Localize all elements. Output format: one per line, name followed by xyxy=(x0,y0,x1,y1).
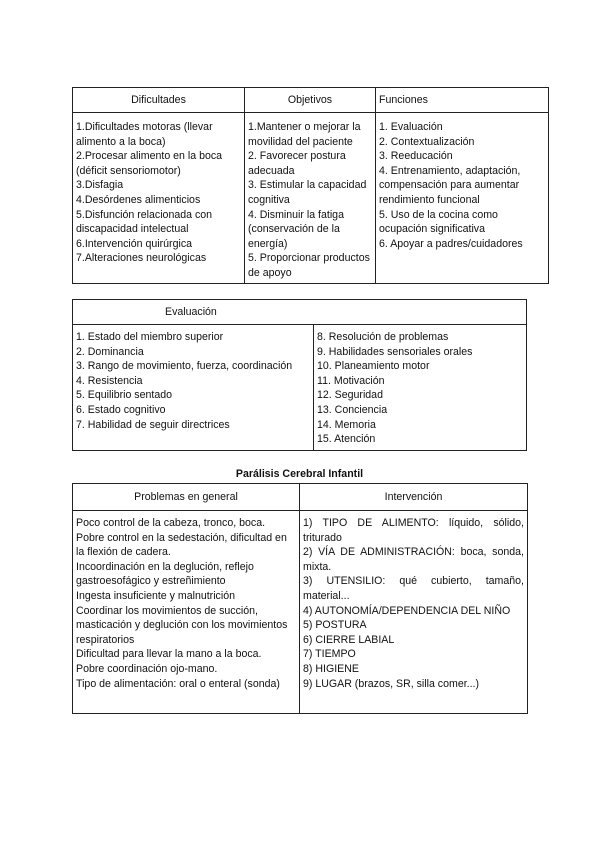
header-objetivos: Objetivos xyxy=(245,88,376,113)
list-item: 15. Atención xyxy=(317,433,376,446)
list-item: 4. Resistencia xyxy=(76,374,143,387)
list-item: 4. Entrenamiento, adaptación, compensación para aumentar rendimiento funcional xyxy=(379,164,521,206)
list-item: 1) TIPO DE ALIMENTO: líquido, sólido, triturado xyxy=(303,517,524,544)
list-item: 4) AUTONOMÍA/DEPENDENCIA DEL NIÑO xyxy=(303,604,511,617)
list-item: 9. Habilidades sensoriales orales xyxy=(317,345,473,358)
list-item: 7.Alteraciones neurológicas xyxy=(76,252,207,265)
evaluation-right-cell xyxy=(314,325,527,451)
list-item: 10. Planeamiento motor xyxy=(317,360,430,373)
list-item: 6. Estado cognitivo xyxy=(76,403,166,416)
list-item: 8. Resolución de problemas xyxy=(317,331,449,343)
list-item: 14. Memoria xyxy=(317,418,376,431)
list-item: 11. Motivación xyxy=(317,374,385,387)
list-item: Tipo de alimentación: oral o enteral (sonda) xyxy=(76,677,280,690)
list-item: 3.Disfagia xyxy=(76,179,124,192)
list-item: 2. Contextualización xyxy=(379,135,475,148)
list-item: 1.Mantener o mejorar la movilidad del paciente xyxy=(248,121,361,148)
list-item: 7. Habilidad de seguir directrices xyxy=(76,418,230,431)
list-item: 1.Dificultades motoras (llevar alimento a la boca) xyxy=(76,121,213,148)
list-item: 5) POSTURA xyxy=(303,619,367,632)
list-item: 8) HIGIENE xyxy=(303,662,359,675)
list-item: 5.Disfunción relacionada con discapacidad intelectual xyxy=(76,208,213,236)
cerebral-palsy-table xyxy=(72,483,528,714)
list-item: 3. Estimular la capacidad cognitiva xyxy=(248,179,367,206)
list-item: 5. Proporcionar productos de apoyo xyxy=(248,252,370,279)
list-item: 6. Apoyar a padres/cuidadores xyxy=(379,237,523,250)
list-item: 2. Favorecer postura adecuada xyxy=(248,150,346,177)
evaluation-left-cell xyxy=(73,325,314,451)
list-item: 2. Dominancia xyxy=(76,345,144,358)
list-item: 6.Intervención quirúrgica xyxy=(76,237,193,250)
list-item: 4. Disminuir la fatiga (conservación de la energía) xyxy=(248,208,344,250)
list-item: 3. Rango de movimiento, fuerza, coordinación xyxy=(76,360,293,373)
problemas-cell xyxy=(73,511,300,714)
intervencion-cell xyxy=(300,511,528,714)
list-item: 9) LUGAR (brazos, SR, silla comer...) xyxy=(303,677,480,690)
dificultades-cell xyxy=(73,113,245,284)
evaluation-table xyxy=(72,299,527,451)
funciones-cell xyxy=(376,113,549,284)
list-item: Incoordinación en la deglución, reflejo gastroesofágico y estreñimiento xyxy=(76,560,254,588)
list-item: 2.Procesar alimento en la boca (déficit sensoriomotor) xyxy=(76,150,223,177)
list-item: Pobre control en la sedestación, dificultad en la flexión de cadera. xyxy=(76,531,287,559)
section-title: Parálisis Cerebral Infantil xyxy=(235,468,364,480)
header-intervencion: Intervención xyxy=(300,484,528,511)
header-evaluacion: Evaluación xyxy=(73,300,527,325)
header-problemas: Problemas en general xyxy=(73,484,300,511)
list-item: Pobre coordinación ojo-mano. xyxy=(76,662,218,675)
list-item: 1. Evaluación xyxy=(379,121,443,133)
list-item: 2) VÍA DE ADMINISTRACIÓN: boca, sonda, mixta. xyxy=(303,546,524,573)
list-item: Poco control de la cabeza, tronco, boca. xyxy=(76,517,266,529)
list-item: 5. Equilibrio sentado xyxy=(76,389,172,402)
list-item: 12. Seguridad xyxy=(317,389,383,402)
list-item: 7) TIEMPO xyxy=(303,648,356,661)
list-item: Dificultad para llevar la mano a la boca. xyxy=(76,648,262,661)
header-dificultades: Dificultades xyxy=(73,88,245,113)
list-item: 4.Desórdenes alimenticios xyxy=(76,193,201,206)
list-item: Ingesta insuficiente y malnutrición xyxy=(76,589,235,602)
header-funciones: Funciones xyxy=(376,88,549,113)
difficulties-objectives-functions-table xyxy=(72,87,549,284)
objetivos-cell xyxy=(245,113,376,284)
list-item: Coordinar los movimientos de succión, masticación y deglución con los movimientos respiratorios xyxy=(76,604,288,646)
list-item: 13. Conciencia xyxy=(317,403,388,416)
list-item: 3) UTENSILIO: qué cubierto, tamaño, material... xyxy=(303,575,524,602)
list-item: 6) CIERRE LABIAL xyxy=(303,633,395,646)
list-item: 3. Reeducación xyxy=(379,150,453,163)
list-item: 5. Uso de la cocina como ocupación significativa xyxy=(379,208,498,236)
list-item: 1. Estado del miembro superior xyxy=(76,331,224,343)
